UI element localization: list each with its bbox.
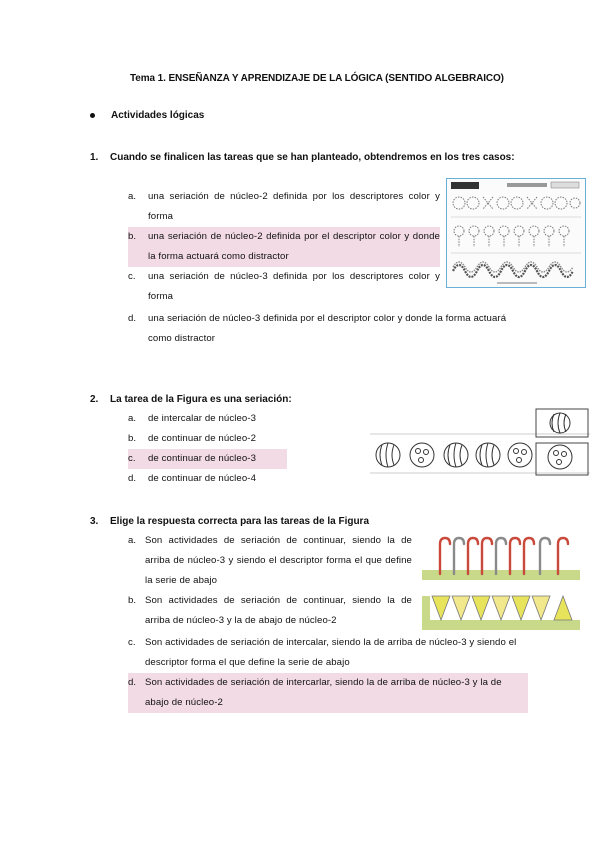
option-c[interactable]: c. de continuar de núcleo-3 xyxy=(128,449,287,469)
question-text: La tarea de la Figura es una seriación: xyxy=(110,394,292,405)
option-b[interactable]: b. una seriación de núcleo-2 definida por el descriptor color y donde la forma actuará como distractor xyxy=(128,227,440,267)
option-a[interactable]: a. una seriación de núcleo-2 definida por los descriptores color y forma xyxy=(128,191,440,222)
section-heading xyxy=(90,110,204,121)
question-text: Elige la respuesta correcta para las tareas de la Figura xyxy=(110,516,370,527)
option-d[interactable]: d. Son actividades de seriación de intercarlar, siendo la de arriba de núcleo-3 y la de abajo de núcleo-2 xyxy=(128,673,528,713)
question-number: 3. xyxy=(90,516,99,527)
q1-options xyxy=(128,187,440,307)
section-label: Actividades lógicas xyxy=(111,110,205,121)
question-1 xyxy=(90,152,515,163)
option-b[interactable]: b. Son actividades de seriación de continuar, siendo la de arriba de núcleo-3 y la de abajo de núcleo-2 xyxy=(128,595,412,626)
figure-1-worksheet xyxy=(446,178,586,288)
option-d[interactable]: d. una seriación de núcleo-3 definida por el descriptor color y donde la forma actuará como distractor xyxy=(128,313,507,344)
q3-options xyxy=(128,531,412,631)
question-2 xyxy=(90,394,292,405)
bullet-icon xyxy=(90,113,95,118)
question-3 xyxy=(90,516,369,527)
figure-2-balls xyxy=(370,405,590,483)
q1-option-d-wrap xyxy=(128,309,528,349)
option-a[interactable]: a. Son actividades de seriación de continuar, siendo la de arriba de núcleo-3 y siendo el descriptor forma el que define la serie de abajo xyxy=(128,535,412,586)
question-number: 2. xyxy=(90,394,99,405)
q3-options-cd xyxy=(128,633,528,713)
figure-3-series xyxy=(422,534,580,634)
worksheet-drawing xyxy=(447,179,585,287)
option-c[interactable]: c. Son actividades de seriación de intercalar, siendo la de arriba de núcleo-3 y siendo el descriptor forma el que define la serie de abajo xyxy=(128,637,517,668)
option-d[interactable]: d. de continuar de núcleo-4 xyxy=(128,473,257,484)
balls-drawing xyxy=(370,405,590,483)
option-b[interactable]: b. de continuar de núcleo-2 xyxy=(128,433,257,444)
option-c[interactable]: c. una seriación de núcleo-3 definida por los descriptores color y forma xyxy=(128,271,440,302)
q2-options xyxy=(128,409,368,489)
question-number: 1. xyxy=(90,152,99,163)
series-drawing xyxy=(422,534,580,634)
page-title: Tema 1. ENSEÑANZA Y APRENDIZAJE DE LA LÓGICA (SENTIDO ALGEBRAICO) xyxy=(130,73,504,84)
question-text: Cuando se finalicen las tareas que se han planteado, obtendremos en los tres casos: xyxy=(110,152,515,163)
option-a[interactable]: a. de intercalar de núcleo-3 xyxy=(128,413,257,424)
